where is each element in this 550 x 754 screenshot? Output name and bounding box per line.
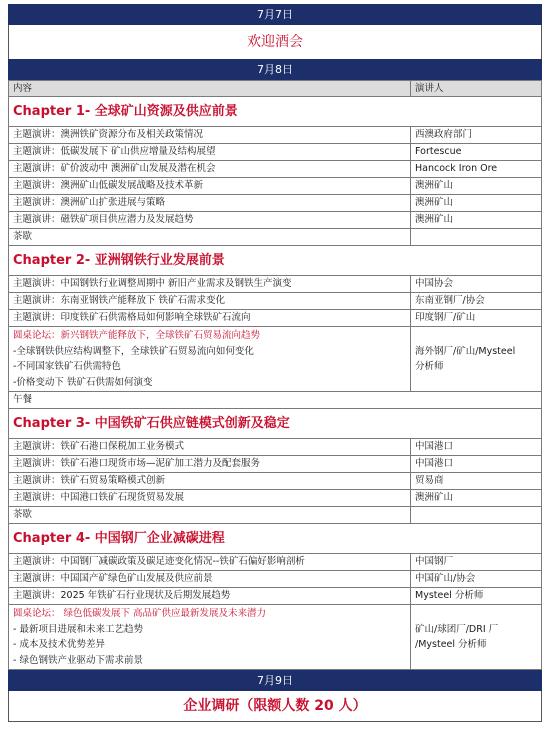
row-speaker: 贸易商 [411, 473, 542, 490]
panel-speaker-line: 分析师 [415, 361, 444, 372]
panel-point: -全球钢铁供应结构调整下，全球铁矿石贸易流向如何变化 [13, 345, 254, 357]
row-content: 主题演讲：中国钢厂减碳政策及碳足迹变化情况--铁矿石偏好影响剖析 [9, 554, 411, 571]
row-speaker: 中国钢厂 [411, 554, 542, 571]
row-content: 主题演讲：印度铁矿石供需格局如何影响全球铁矿石流向 [9, 310, 411, 327]
chapter-4-heading [9, 524, 542, 554]
agenda [8, 0, 542, 722]
table-row [9, 127, 542, 144]
agenda-table [8, 80, 542, 670]
row-content: 主题演讲：东南亚钢铁产能释放下 铁矿石需求变化 [9, 293, 411, 310]
site-visit: 企业调研（限额人数 20 人） [8, 691, 542, 722]
table-row [9, 490, 542, 507]
row-speaker: 东南亚钢厂/协会 [411, 293, 542, 310]
panel-point: - 最新项目进展和未来工艺趋势 [13, 623, 143, 635]
date-bar-day3: 7月9日 [8, 670, 542, 691]
row-content: 午餐 [9, 392, 542, 409]
row-content: 主题演讲：铁矿石港口保税加工业务模式 [9, 439, 411, 456]
table-row [9, 588, 542, 605]
row-speaker: 澳洲矿山 [411, 195, 542, 212]
panel-point: - 绿色钢铁产业驱动下需求前景 [13, 654, 143, 666]
chapter-title: Chapter 4- 中国钢厂企业减碳进程 [9, 524, 542, 554]
table-row [9, 144, 542, 161]
chapter-3-heading [9, 409, 542, 439]
row-content: 主题演讲：澳洲矿山低碳发展战略及技术革新 [9, 178, 411, 195]
row-speaker: 澳洲矿山 [411, 178, 542, 195]
panel-point: -价格变动下 铁矿石供需如何演变 [13, 376, 153, 388]
table-row [9, 439, 542, 456]
row-speaker: 中国港口 [411, 439, 542, 456]
row-content: 主题演讲：中国钢铁行业调整周期中 新旧产业需求及钢铁生产演变 [9, 276, 411, 293]
row-speaker [411, 507, 542, 524]
chapter-title: Chapter 1- 全球矿山资源及供应前景 [9, 97, 542, 127]
panel-content [9, 605, 411, 670]
table-row [9, 554, 542, 571]
panel-point: - 成本及技术优势差异 [13, 639, 105, 650]
tea-break-row [9, 229, 542, 246]
row-speaker: 中国协会 [411, 276, 542, 293]
table-row [9, 161, 542, 178]
row-content: 主题演讲：矿价波动中 澳洲矿山发展及潜在机会 [9, 161, 411, 178]
welcome-reception: 欢迎酒会 [8, 25, 542, 59]
row-content: 主题演讲：铁矿石港口现货市场—泥矿加工潜力及配套服务 [9, 456, 411, 473]
table-row [9, 571, 542, 588]
panel-row [9, 605, 542, 670]
col-content-header: 内容 [9, 81, 411, 97]
row-content: 主题演讲：磁铁矿项目供应潜力及发展趋势 [9, 212, 411, 229]
lunch-row [9, 392, 542, 409]
chapter-2-heading [9, 246, 542, 276]
panel-point: -不同国家铁矿石供需特色 [13, 361, 121, 372]
row-content: 主题演讲：低碳发展下 矿山供应增量及结构展望 [9, 144, 411, 161]
table-row [9, 212, 542, 229]
row-speaker: 印度钢厂/矿山 [411, 310, 542, 327]
row-speaker: 澳洲矿山 [411, 212, 542, 229]
chapter-title: Chapter 3- 中国铁矿石供应链模式创新及稳定 [9, 409, 542, 439]
row-content: 主题演讲：铁矿石贸易策略模式创新 [9, 473, 411, 490]
chapter-title: Chapter 2- 亚洲钢铁行业发展前景 [9, 246, 542, 276]
panel-speaker [411, 327, 542, 392]
table-row [9, 195, 542, 212]
row-content: 主题演讲：中国国产矿绿色矿山发展及供应前景 [9, 571, 411, 588]
row-speaker: 中国矿山/协会 [411, 571, 542, 588]
row-speaker: 澳洲矿山 [411, 490, 542, 507]
table-row [9, 293, 542, 310]
panel-speaker-line: /Mysteel 分析师 [415, 639, 487, 650]
row-speaker: 中国港口 [411, 456, 542, 473]
date-bar-day1: 7月7日 [8, 4, 542, 25]
chapter-1-heading [9, 97, 542, 127]
tea-break-row [9, 507, 542, 524]
panel-speaker-line: 海外钢厂/矿山/Mysteel [415, 345, 516, 357]
col-speaker-header: 演讲人 [411, 81, 542, 97]
row-content: 茶歇 [9, 229, 411, 246]
row-content: 茶歇 [9, 507, 411, 524]
panel-row [9, 327, 542, 392]
row-speaker [411, 229, 542, 246]
row-content: 主题演讲：中国港口铁矿石现货贸易发展 [9, 490, 411, 507]
table-header [9, 81, 542, 97]
panel-title: 圆桌论坛：新兴钢铁产能释放下，全球铁矿石贸易流向趋势 [13, 330, 261, 341]
table-row [9, 310, 542, 327]
table-row [9, 456, 542, 473]
panel-speaker [411, 605, 542, 670]
row-speaker: Mysteel 分析师 [411, 588, 542, 605]
table-row [9, 473, 542, 490]
panel-title: 圆桌论坛： 绿色低碳发展下 高品矿供应最新发展及未来潜力 [13, 608, 267, 619]
row-content: 主题演讲：澳洲铁矿资源分布及相关政策情况 [9, 127, 411, 144]
table-row [9, 178, 542, 195]
row-speaker: Hancock Iron Ore [411, 161, 542, 178]
panel-content [9, 327, 411, 392]
row-speaker: 西澳政府部门 [411, 127, 542, 144]
row-speaker: Fortescue [411, 144, 542, 161]
panel-speaker-line: 矿山/球团厂/DRI 厂 [415, 623, 499, 635]
date-bar-day2: 7月8日 [8, 59, 542, 80]
table-row [9, 276, 542, 293]
row-content: 主题演讲：2025 年铁矿石行业现状及后期发展趋势 [9, 588, 411, 605]
row-content: 主题演讲：澳洲矿山扩张进展与策略 [9, 195, 411, 212]
